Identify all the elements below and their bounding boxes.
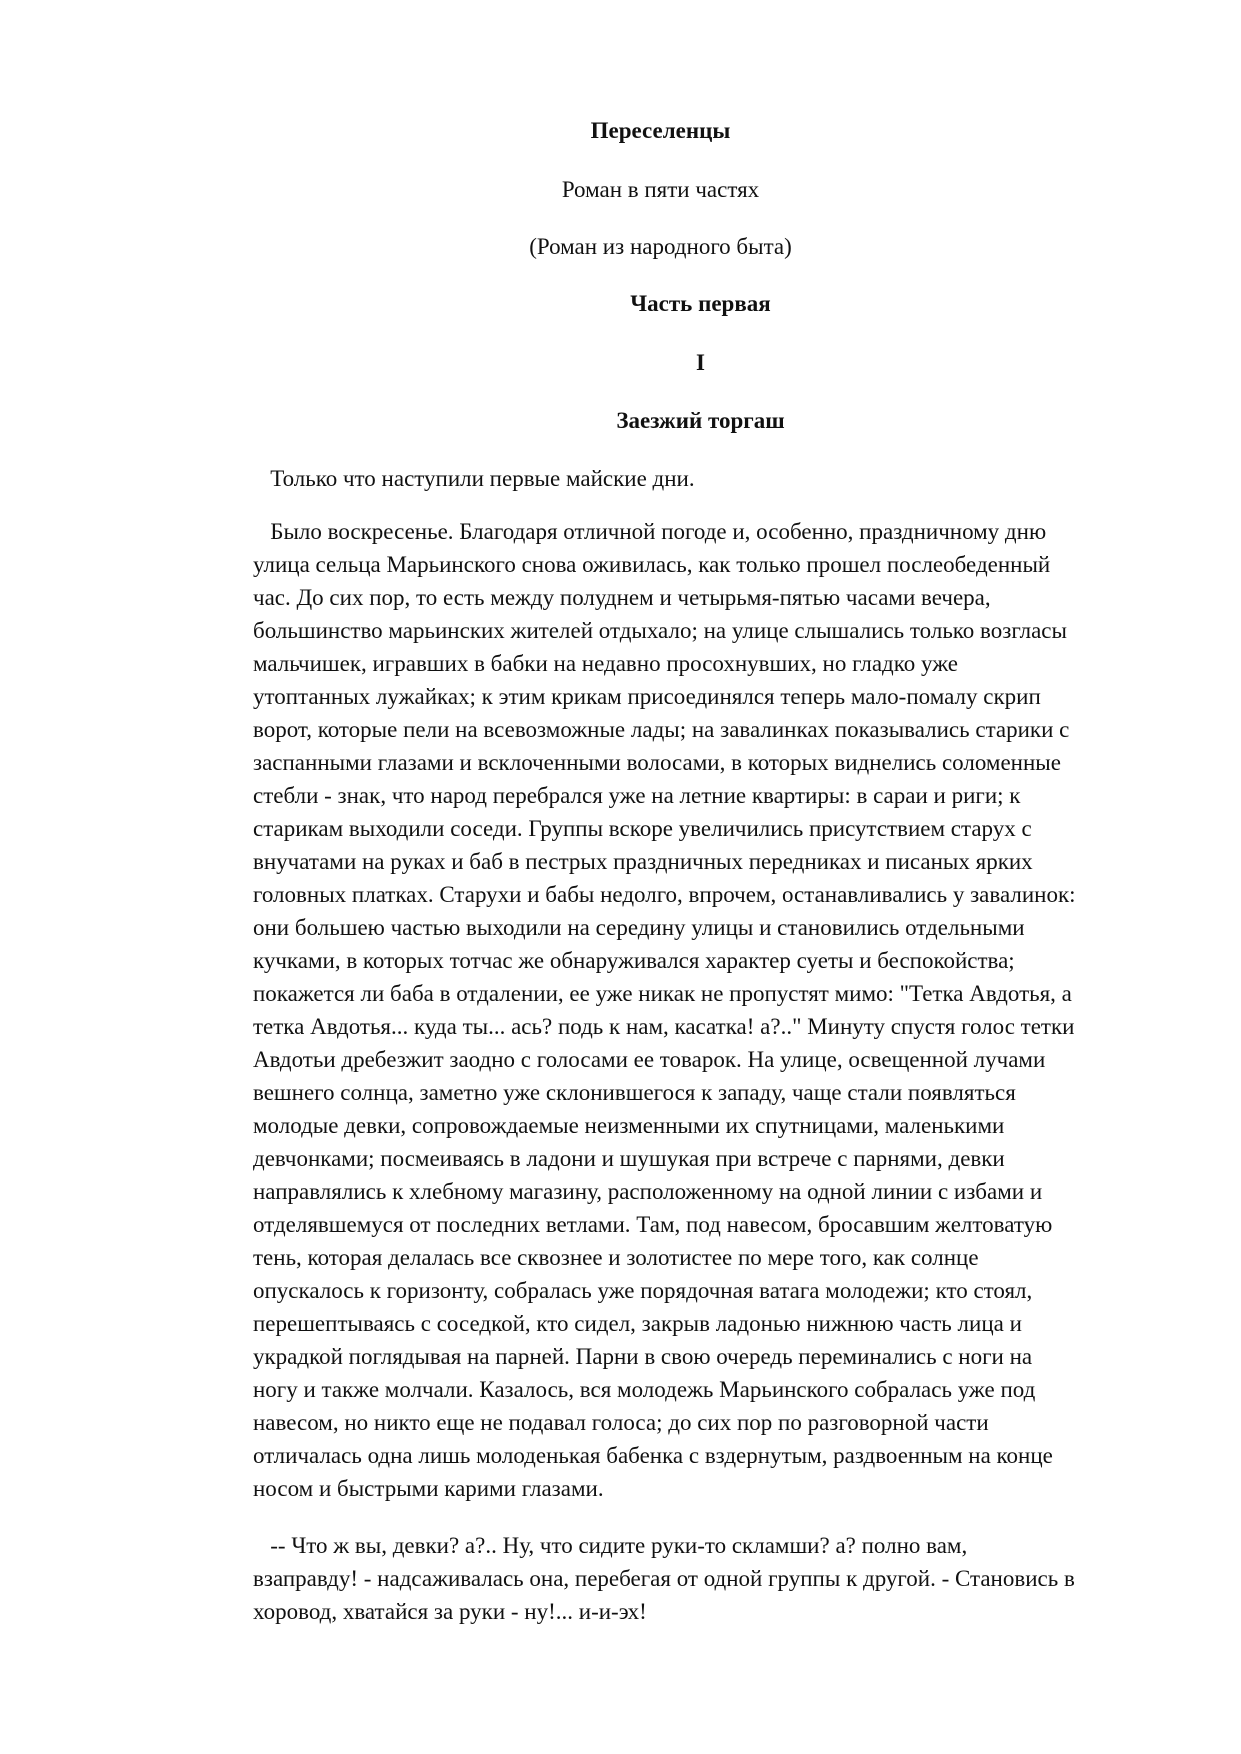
part-heading: Часть первая	[630, 291, 771, 316]
text-line: они большею частью выходили на середину улицы и становились отдельными	[253, 915, 1025, 940]
text-line: большинство марьинских жителей отдыхало; на улице слышались только возгласы	[253, 618, 1067, 643]
text-line: опускалось к горизонту, собралась уже порядочная ватага молодежи; кто стоял,	[253, 1278, 1033, 1303]
text-line: тетка Авдотья... куда ты... ась? подь к нам, касатка! а?.." Минуту спустя голос тетки	[253, 1014, 1075, 1039]
text-line: направлялись к хлебному магазину, расположенному на одной линии с избами и	[253, 1179, 1043, 1204]
text-line: отделявшемуся от последних ветлами. Там, под навесом, бросавшим желтоватую	[253, 1212, 1053, 1237]
text-line: утоптанных лужайках; к этим крикам присоединялся теперь мало-помалу скрип	[253, 684, 1041, 709]
text-line: улица сельца Марьинского снова оживилась, как только прошел послеобеденный	[253, 552, 1051, 577]
text-line: Было воскресенье. Благодаря отличной погоде и, особенно, праздничному дню	[253, 519, 1047, 544]
text-line: взаправду! - надсаживалась она, перебегая от одной группы к другой. - Становись в	[253, 1566, 1075, 1591]
text-line: Авдотьи дребезжит заодно с голосами ее товарок. На улице, освещенной лучами	[253, 1047, 1046, 1072]
text-line: покажется ли баба в отдалении, ее уже никак не пропустят мимо: "Тетка Авдотья, а	[253, 981, 1072, 1006]
text-line: Только что наступили первые майские дни.	[253, 466, 695, 491]
text-line: мальчишек, игравших в бабки на недавно просохнувших, но гладко уже	[253, 651, 959, 676]
text-line: -- Что ж вы, девки? а?.. Ну, что сидите руки-то скламши? а? полно вам,	[253, 1533, 968, 1558]
paragraph-3	[253, 1529, 1148, 1628]
text-line: девчонками; посмеиваясь в ладони и шушукая при встрече с парнями, девки	[253, 1146, 1005, 1171]
text-line: украдкой поглядывая на парней. Парни в свою очередь переминались с ноги на	[253, 1344, 1033, 1369]
chapter-title: Заезжий торгаш	[616, 408, 785, 433]
text-line: час. До сих пор, то есть между полуднем и четырьмя-пятью часами вечера,	[253, 585, 991, 610]
text-line: кучками, в которых тотчас же обнаруживался характер суеты и беспокойства;	[253, 948, 1015, 973]
text-line: молодые девки, сопровождаемые неизменными их спутницами, маленькими	[253, 1113, 1005, 1138]
text-line: отличалась одна лишь молоденькая бабенка с вздернутым, раздвоенным на конце	[253, 1443, 1053, 1468]
text-line: вешнего солнца, заметно уже склонившегося к западу, чаще стали появляться	[253, 1080, 1016, 1105]
text-line: навесом, но никто еще не подавал голоса; до сих пор по разговорной части	[253, 1410, 989, 1435]
text-line: головных платках. Старухи и бабы недолго, впрочем, останавливались у завалинок:	[253, 882, 1076, 907]
text-line: старикам выходили соседи. Группы вскоре увеличились присутствием старух с	[253, 816, 1032, 841]
chapter-numeral: I	[696, 350, 705, 375]
document-subtitle-note: (Роман из народного быта)	[529, 234, 792, 259]
text-line: хоровод, хватайся за руки - ну!... и-и-эх!	[253, 1599, 647, 1624]
text-line: перешептываясь с соседкой, кто сидел, закрыв ладонью нижнюю часть лица и	[253, 1311, 1022, 1336]
text-line: носом и быстрыми карими глазами.	[253, 1476, 604, 1501]
text-line: стебли - знак, что народ перебрался уже на летние квартиры: в сараи и риги; к	[253, 783, 1021, 808]
paragraph-2	[253, 515, 1148, 1505]
text-line: ворот, которые пели на всевозможные лады; на завалинках показывались старики с	[253, 717, 1070, 742]
text-line: тень, которая делалась все сквознее и золотистее по мере того, как солнце	[253, 1245, 979, 1270]
text-line: ногу и также молчали. Казалось, вся молодежь Марьинского собралась уже под	[253, 1377, 1036, 1402]
paragraph-1	[253, 462, 1148, 495]
document-title: Переселенцы	[590, 118, 731, 143]
text-line: заспанными глазами и всклоченными волосами, в которых виднелись соломенные	[253, 750, 1061, 775]
document-subtitle: Роман в пяти частях	[561, 177, 760, 202]
text-line: внучатами на руках и баб в пестрых праздничных передниках и писаных ярких	[253, 849, 1033, 874]
